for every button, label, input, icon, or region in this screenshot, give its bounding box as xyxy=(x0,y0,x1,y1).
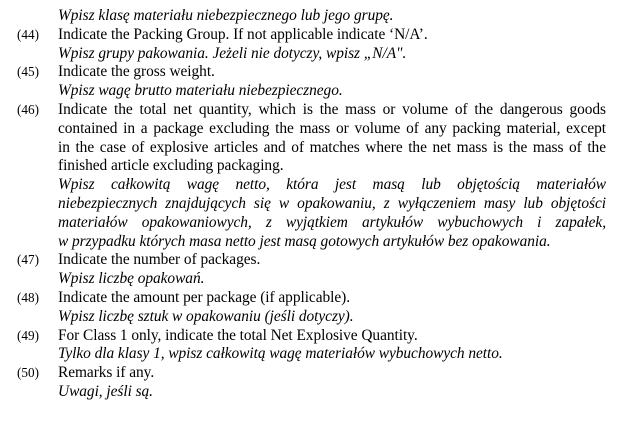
polish-line: materiałów opakowaniowych, z wyjątkiem artykułów wybuchowych i zapałek, xyxy=(58,213,606,231)
item-number: (50) xyxy=(17,365,39,381)
instruction-item-50 xyxy=(0,364,624,402)
english-line: Indicate the amount per package (if applicable). xyxy=(58,288,351,306)
english-line: in the case of explosive articles and of matches where the net mass is the mass of the xyxy=(58,138,606,156)
polish-line: Uwagi, jeśli są. xyxy=(58,382,153,400)
instruction-item-47 xyxy=(0,251,624,289)
item-body xyxy=(58,101,606,251)
polish-line: Wpisz liczbę sztuk w opakowaniu (jeśli dotyczy). xyxy=(58,307,354,325)
english-line: Indicate the total net quantity, which is the mass or volume of the dangerous goods xyxy=(58,100,606,118)
item-number: (46) xyxy=(17,101,39,117)
item-body xyxy=(58,364,606,402)
english-line: Indicate the Packing Group. If not applicable indicate ‘N/A’. xyxy=(58,25,428,43)
english-line: Indicate the gross weight. xyxy=(58,63,215,81)
item-number: (47) xyxy=(17,252,39,268)
polish-line: Wpisz grupy pakowania. Jeżeli nie dotyczy, wpisz „N/A". xyxy=(58,44,407,62)
polish-line: Tylko dla klasy 1, wpisz całkowitą wagę materiałów wybuchowych netto. xyxy=(58,345,503,363)
item-number: (45) xyxy=(17,64,39,80)
item-body xyxy=(58,63,606,101)
instruction-item-49 xyxy=(0,327,624,365)
item-body xyxy=(58,327,606,365)
item-body xyxy=(58,289,606,327)
item-number: (48) xyxy=(17,289,39,305)
polish-line: Wpisz liczbę opakowań. xyxy=(58,270,205,288)
polish-line: Wpisz całkowitą wagę netto, która jest masą lub objętością materiałów xyxy=(58,176,606,194)
english-line: Indicate the number of packages. xyxy=(58,251,261,269)
item-number: (44) xyxy=(17,26,39,42)
instruction-item-44 xyxy=(0,26,624,64)
document-page xyxy=(0,7,624,402)
instruction-item-48 xyxy=(0,289,624,327)
english-line: For Class 1 only, indicate the total Net Explosive Quantity. xyxy=(58,326,418,344)
english-line: Remarks if any. xyxy=(58,364,155,382)
item-body xyxy=(58,251,606,289)
english-line: finished article excluding packaging. xyxy=(58,157,284,175)
polish-line: Wpisz wagę brutto materiału niebezpiecznego. xyxy=(58,82,343,100)
lead-polish-line: Wpisz klasę materiału niebezpiecznego lub jego grupę. xyxy=(58,7,394,24)
polish-line: niebezpiecznych znajdujących się w opakowaniu, z wyłączeniem masy lub objętości xyxy=(58,194,606,212)
english-line: contained in a package excluding the mass or volume of any packing material, except xyxy=(58,119,606,137)
instruction-item-45 xyxy=(0,63,624,101)
polish-line: w przypadku których masa netto jest masą gotowych artykułów bez opakowania. xyxy=(58,232,551,250)
item-number: (49) xyxy=(17,327,39,343)
item-body xyxy=(58,26,606,64)
instruction-item-46 xyxy=(0,101,624,251)
